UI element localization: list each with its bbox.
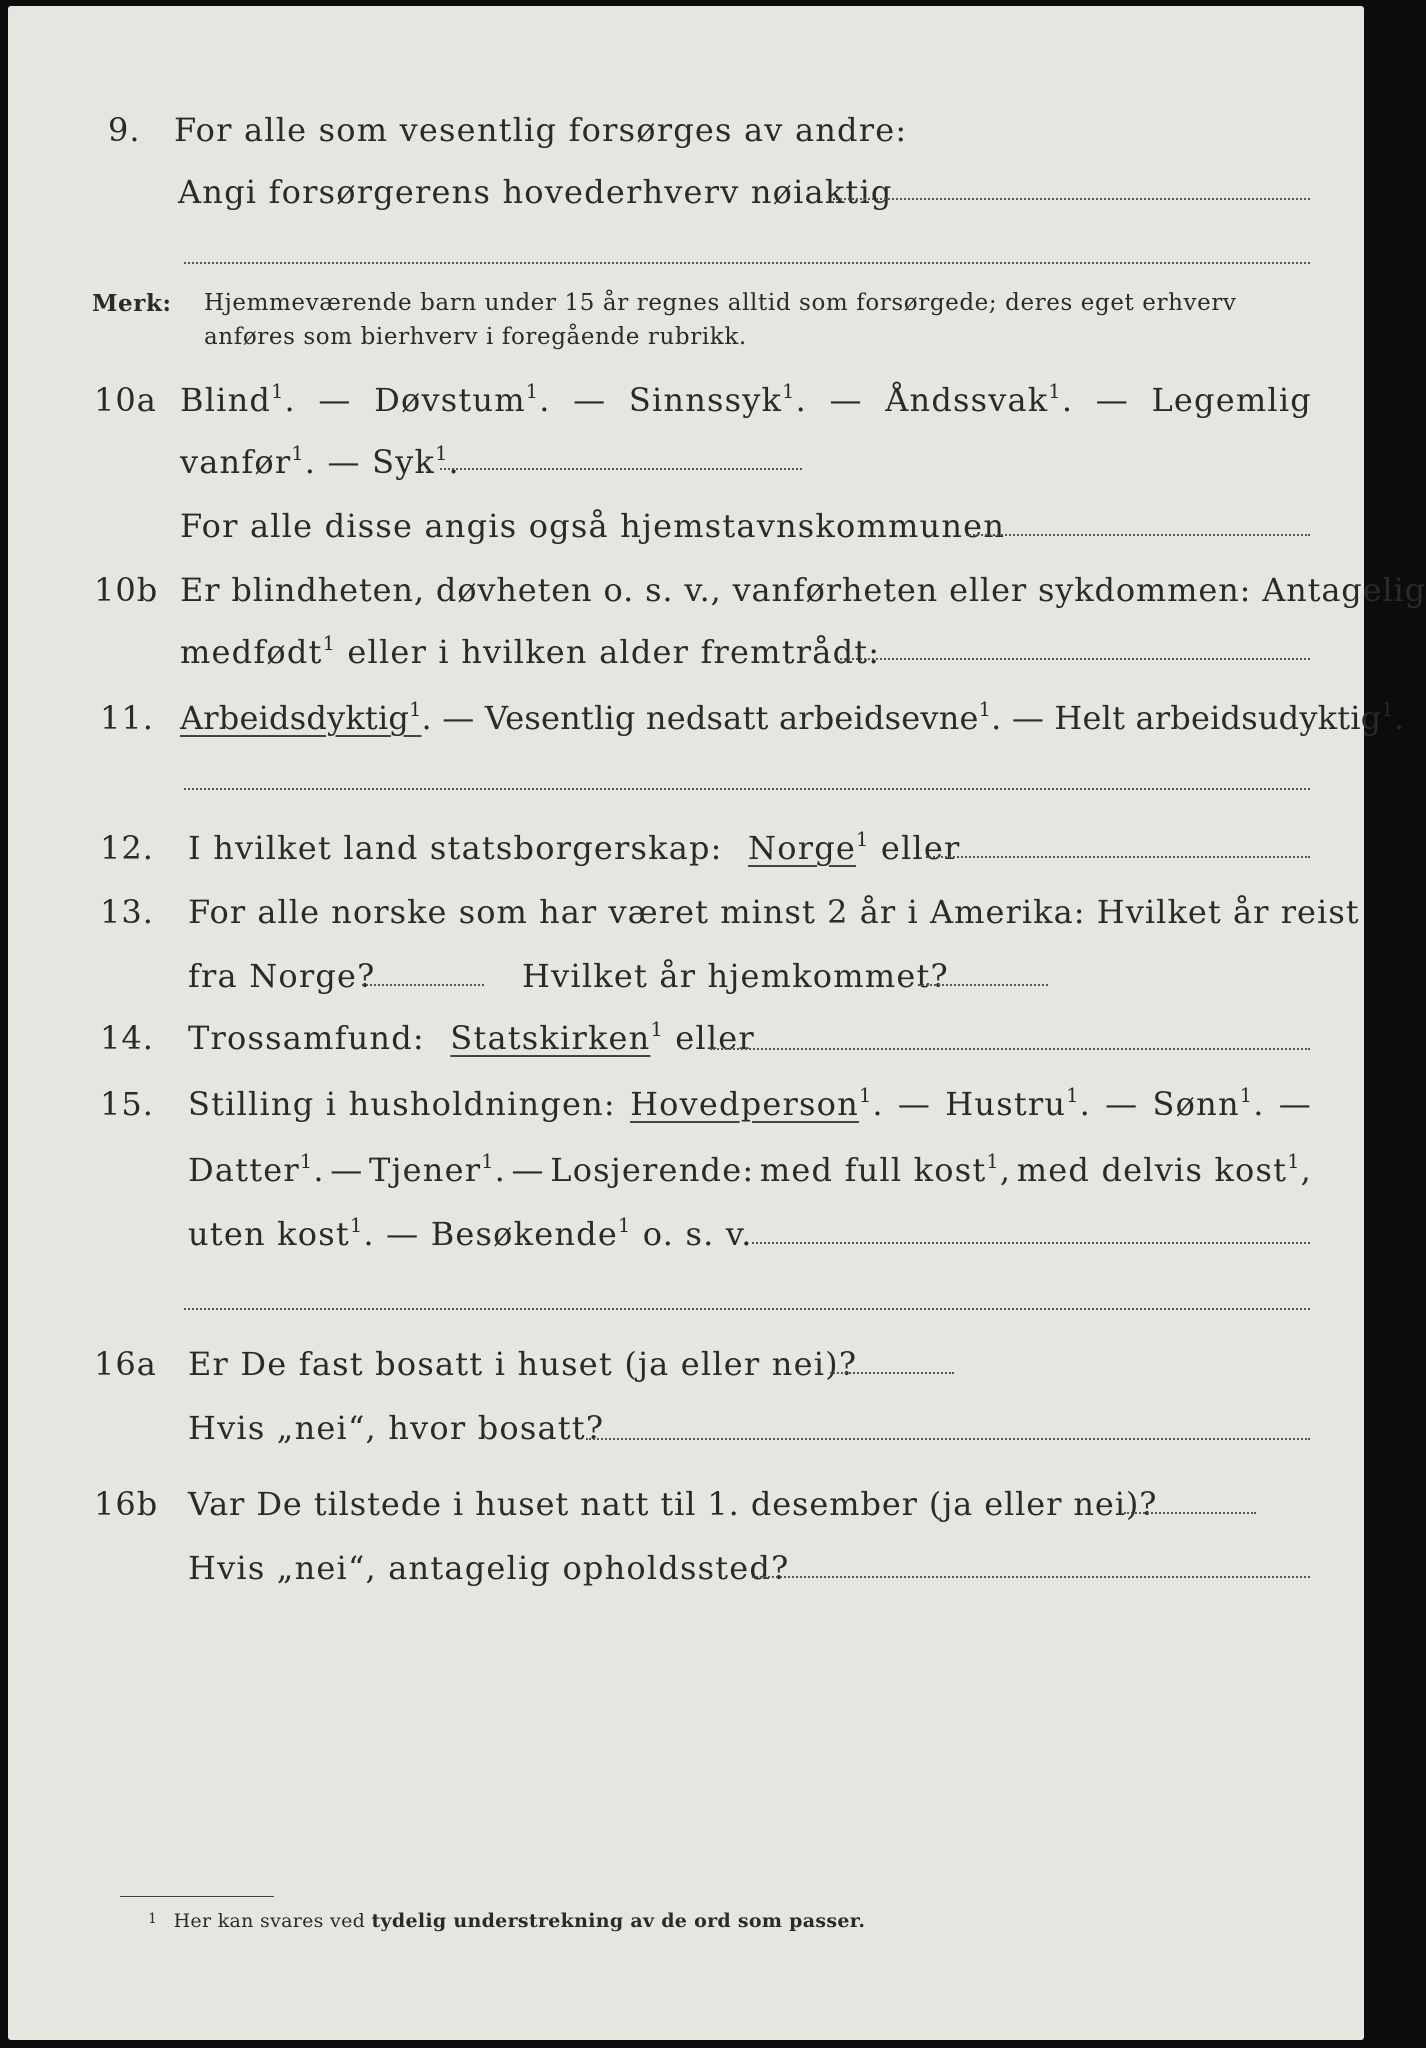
footnote-text: Her kan svares ved [173,1910,366,1932]
q15-answer-line[interactable] [752,1242,1310,1244]
option-delvis-kost[interactable]: med delvis kost$^1$, [1016,1150,1312,1189]
option-hustru[interactable]: Hustru$^1$. [945,1084,1091,1123]
option-helt-udyktig[interactable]: Helt arbeidsudyktig$^1$. [1054,698,1405,737]
dash: — [1105,1085,1139,1123]
dash: — [1278,1085,1312,1123]
dash: — [330,1151,364,1189]
option-hovedperson-underlined[interactable]: Hovedperson$^1$. [630,1084,884,1123]
option-andssvak[interactable]: Åndssvak$^1$. [885,380,1074,419]
q14-row: Trossamfund: Statskirken$^1$ eller [188,1018,755,1057]
footnote-rule [120,1896,274,1897]
dash: — [511,1151,545,1189]
q9-answer-line-2[interactable] [184,262,1310,264]
merk-line-1: Hjemmeværende barn under 15 år regnes alltid som forsørgede; deres eget erhverv [204,290,1237,316]
option-syk[interactable]: Syk$^1$. [372,442,460,481]
q9-answer-line[interactable] [833,198,1310,200]
q10b-line-1: Er blindheten, døvheten o. s. v., vanførheten eller sykdommen: Antagelig [180,571,1426,609]
dash: — [829,381,863,419]
q13-number: 13. [100,893,154,931]
option-besokende[interactable]: Besøkende$^1$ [430,1214,632,1253]
option-medfodt[interactable]: medfødt$^1$ [180,632,337,671]
option-blind[interactable]: Blind$^1$. [180,380,296,419]
q10a-number: 10a [94,381,157,419]
option-uten-kost[interactable]: uten kost$^1$. [188,1214,375,1253]
dash: — [897,1085,932,1123]
q14-answer-line[interactable] [710,1048,1310,1050]
q15-row-3 [188,1214,753,1253]
footnote-bold-text: tydelig understrekning av de ord som passer. [371,1910,866,1932]
footnote-mark: 1 [148,1911,158,1927]
q16b-prompt: Var De tilstede i huset natt til 1. desember (ja eller nei)? [188,1485,1158,1523]
q12-eller: eller [880,829,961,867]
merk-label: Merk: [92,290,172,317]
q10b-number: 10b [94,571,159,609]
q13-reist-line[interactable] [362,984,484,986]
q14-eller: eller [675,1019,755,1057]
census-form-page [8,6,1426,2040]
option-dovstum[interactable]: Døvstum$^1$. [374,380,551,419]
option-full-kost[interactable]: med full kost$^1$, [759,1150,1012,1189]
q14-number: 14. [100,1019,154,1057]
q9-heading: For alle som vesentlig forsørges av andre: [174,111,908,149]
q10a-hjemstavn-line[interactable] [966,534,1310,536]
option-sinnssyk[interactable]: Sinnssyk$^1$. [628,380,807,419]
q16b-number: 16b [94,1485,159,1523]
dash: — [386,1215,420,1253]
option-legemlig[interactable]: Legemlig [1151,381,1312,419]
q10a-answer-line[interactable] [440,468,802,470]
merk-line-2: anføres som bierhverv i foregående rubrikk. [204,324,747,350]
dash: — [1011,699,1045,737]
q16b-opholdssted-prompt: Hvis „nei“, antagelig opholdssted? [188,1549,790,1587]
option-sonn[interactable]: Sønn$^1$. [1152,1084,1265,1123]
footnote [148,1912,865,1931]
q16a-hvor-prompt: Hvis „nei“, hvor bosatt? [188,1409,605,1447]
q11-number: 11. [100,699,154,737]
q16a-answer-line[interactable] [830,1372,954,1374]
q16b-opholdssted-line[interactable] [752,1576,1310,1578]
q15-row-2 [188,1150,1312,1189]
option-vesentlig-nedsatt[interactable]: Vesentlig nedsatt arbeidsevne$^1$. [484,698,1002,737]
q15-number: 15. [100,1085,154,1123]
dash: — [327,443,361,481]
option-datter[interactable]: Datter$^1$. [188,1150,325,1189]
q12-number: 12. [100,829,154,867]
q10a-line-2 [180,442,460,481]
q14-prompt: Trossamfund: [188,1019,425,1057]
q12-prompt: I hvilket land statsborgerskap: [188,829,723,867]
q13-reist-prompt: fra Norge? [188,957,376,995]
q10a-hjemstavn-prompt: For alle disse angis også hjemstavnskommunen [180,507,1006,545]
q10b-line-2 [180,632,881,671]
q11-answer-line[interactable] [184,788,1310,790]
q10b-alder-prompt: eller i hvilken alder fremtrådt: [347,633,881,671]
q10b-answer-line[interactable] [840,658,1310,660]
q15-row-1 [188,1084,1312,1123]
q15-answer-line-2[interactable] [184,1308,1310,1310]
q15-losjerende: Losjerende: [550,1151,755,1189]
q9-number: 9. [108,111,141,149]
q12-row: I hvilket land statsborgerskap: Norge$^1$ eller [188,828,961,867]
option-vanfor[interactable]: vanfør$^1$. [180,442,317,481]
option-statskirken-underlined[interactable]: Statskirken [450,1019,651,1057]
q16a-prompt: Er De fast bosatt i huset (ja eller nei)? [188,1345,858,1383]
q15-osv: o. s. v. [642,1215,753,1253]
q12-answer-line[interactable] [926,856,1310,858]
dash: — [1095,381,1129,419]
q11-options-row: Arbeidsdyktig$^1$. — Vesentlig nedsatt arbeidsevne$^1$. — Helt arbeidsudyktig$^1$. [180,698,1405,737]
dash: — [573,381,607,419]
q10a-options-row [180,380,1312,419]
option-arbeidsdyktig-underlined[interactable]: Arbeidsdyktig$^1$ [180,698,422,737]
q13-hjemkommet-prompt: Hvilket år hjemkommet? [522,957,949,995]
q13-hjemkommet-line[interactable] [918,984,1048,986]
q13-line-1: For alle norske som har været minst 2 år i Amerika: Hvilket år reist [188,893,1360,931]
q16a-number: 16a [94,1345,157,1383]
dash: — [442,699,475,737]
option-tjener[interactable]: Tjener$^1$. [368,1150,506,1189]
q16b-answer-line[interactable] [1124,1512,1256,1514]
dash: — [318,381,352,419]
q15-prompt: Stilling i husholdningen: [188,1085,616,1123]
q16a-hvor-line[interactable] [586,1438,1310,1440]
option-norge-underlined[interactable]: Norge [748,829,857,867]
q9-prompt: Angi forsørgerens hovederhverv nøiaktig [178,173,893,211]
